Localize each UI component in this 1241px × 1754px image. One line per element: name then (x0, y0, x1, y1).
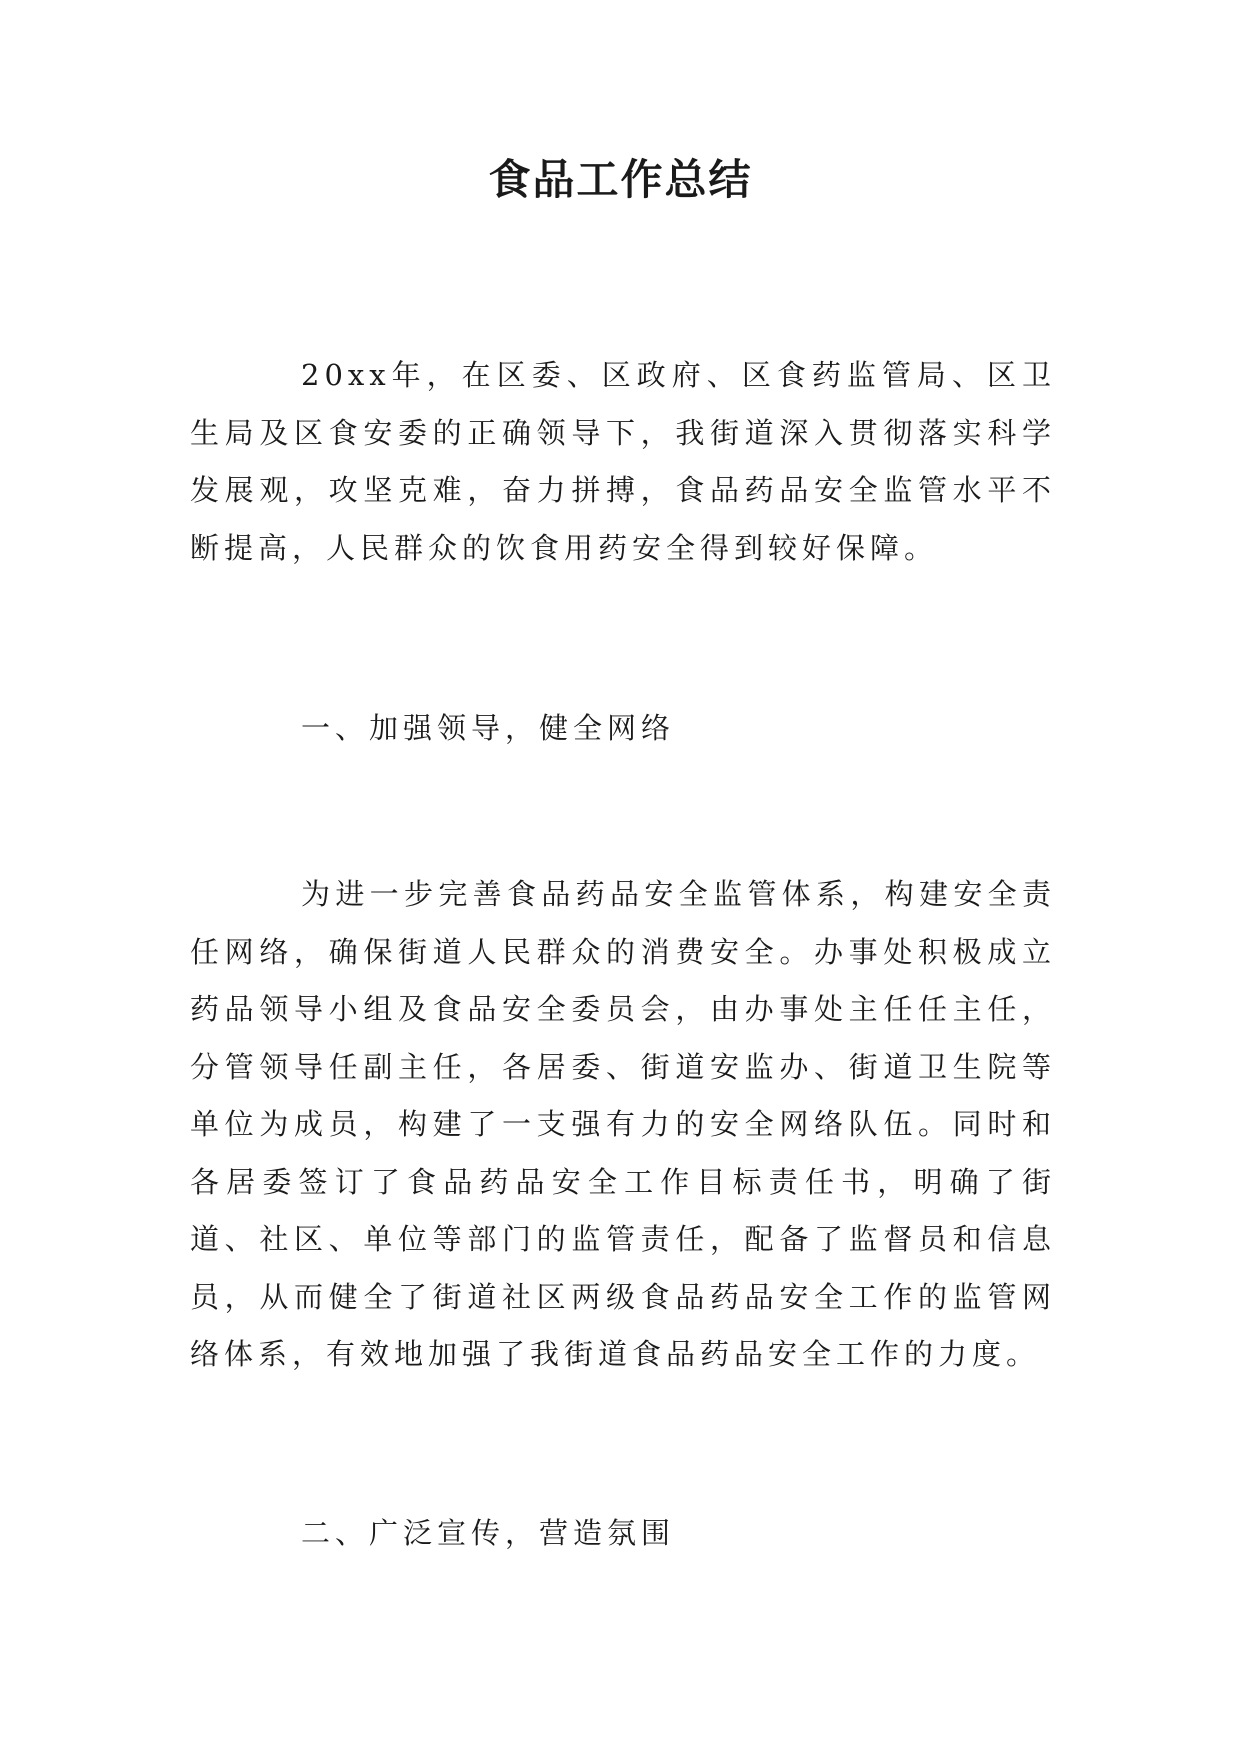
section-1-paragraph: 为进一步完善食品药品安全监管体系，构建安全责任网络，确保街道人民群众的消费安全。办事处积极成立药品领导小组及食品安全委员会，由办事处主任任主任，分管领导任副主任，各居委、街道安监办、街道卫生院等单位为成员，构建了一支强有力的安全网络队伍。同时和各居委签订了食品药品安全工作目标责任书，明确了街道、社区、单位等部门的监管责任，配备了监督员和信息员，从而健全了街道社区两级食品药品安全工作的监管网络体系，有效地加强了我街道食品药品安全工作的力度。 (190, 877, 1056, 1371)
section-heading-2: 二、广泛宣传，营造氛围 (301, 1516, 676, 1550)
intro-paragraph: 20xx年，在区委、区政府、区食药监管局、区卫生局及区食安委的正确领导下，我街道深入贯彻落实科学发展观，攻坚克难，奋力拼搏，食品药品安全监管水平不断提高，人民群众的饮食用药安全得到较好保障。 (190, 358, 1056, 565)
document-title: 食品工作总结 (488, 155, 753, 204)
section-heading-1: 一、加强领导，健全网络 (301, 711, 676, 745)
